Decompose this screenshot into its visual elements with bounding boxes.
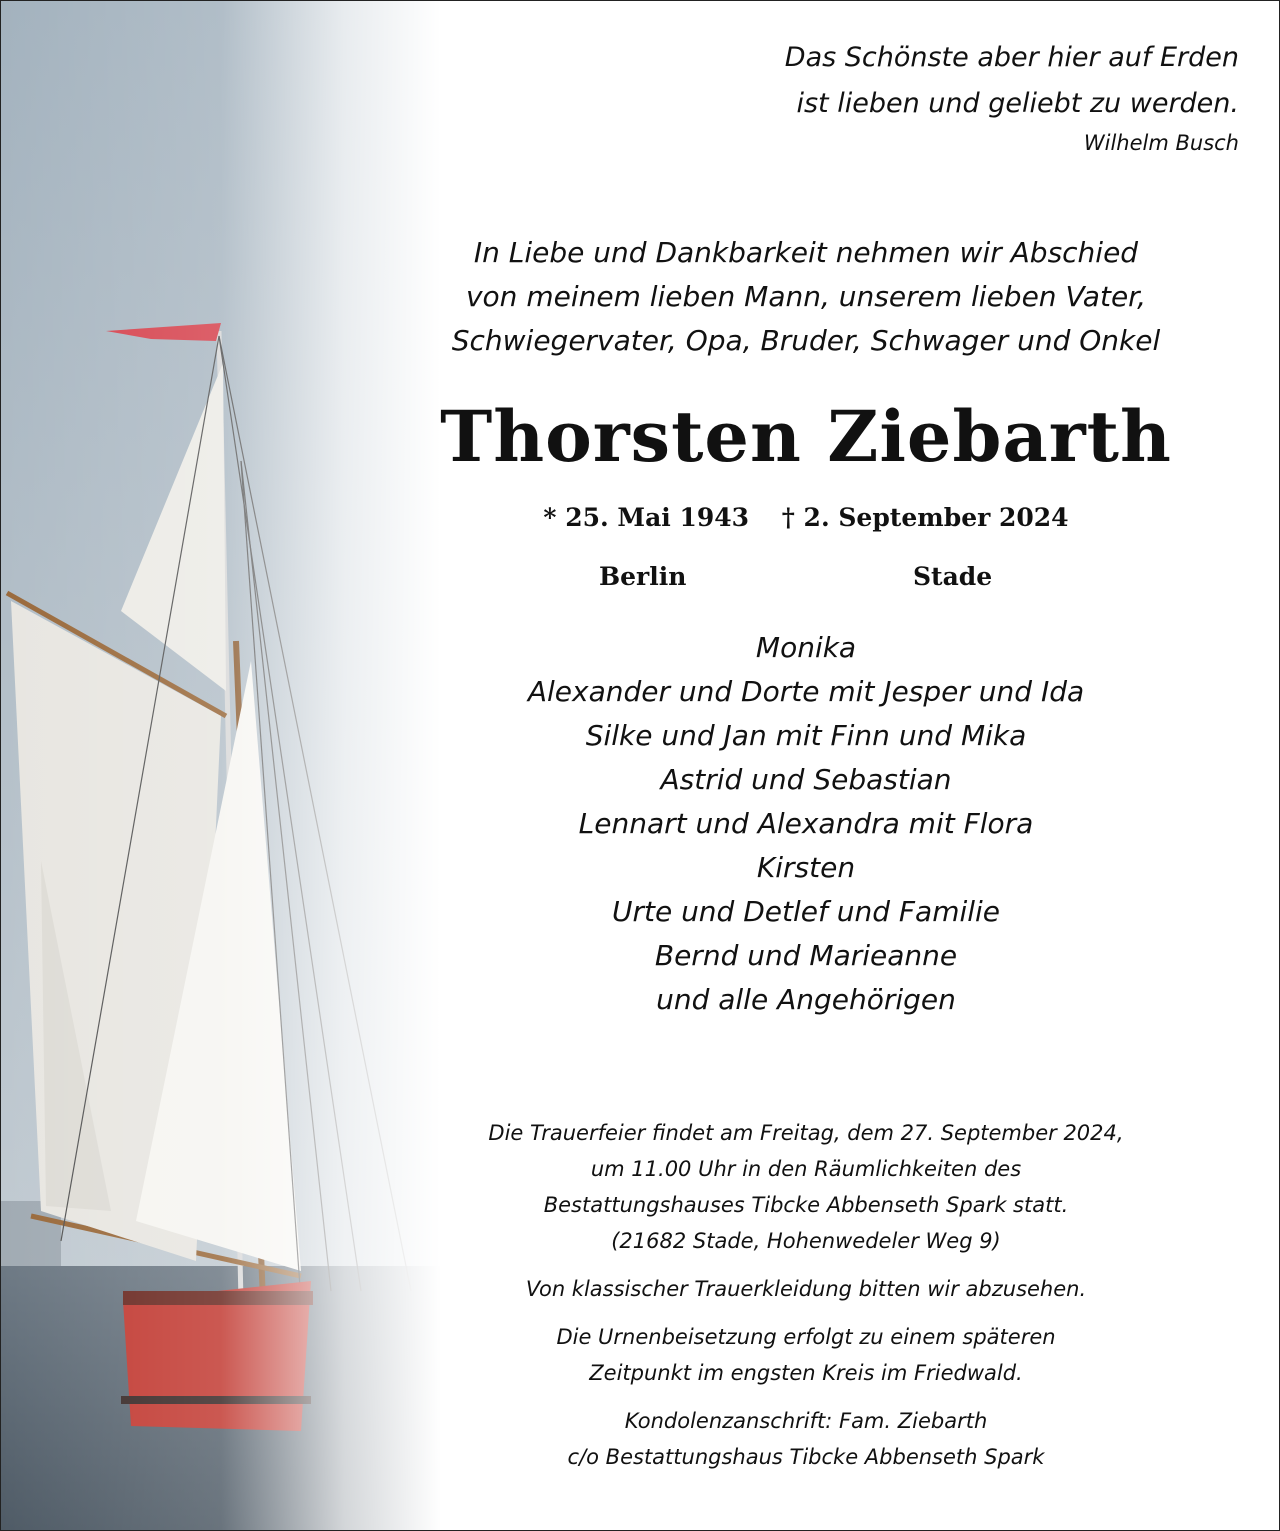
mourner-line: Lennart und Alexandra mit Flora (578, 807, 1034, 840)
burial-line: Die Urnenbeisetzung erfolgt zu einem späteren (556, 1325, 1056, 1349)
quote-line: Das Schönste aber hier auf Erden (784, 42, 1239, 73)
mourner-line: Monika (755, 631, 857, 664)
mourner-line: Astrid und Sebastian (660, 763, 952, 796)
death-place: Stade (913, 562, 993, 591)
sailing-ship-photo (1, 1, 441, 1530)
ceremony-line: um 11.00 Uhr in den Räumlichkeiten des (590, 1157, 1022, 1181)
ceremony-line: Bestattungshauses Tibcke Abbenseth Spark statt. (543, 1193, 1069, 1217)
memorial-quote (785, 35, 1239, 159)
ceremony-line: (21682 Stade, Hohenwedeler Weg 9) (611, 1229, 1001, 1253)
service-info (411, 1115, 1201, 1475)
mourner-line: Kirsten (756, 851, 856, 884)
death-date: † 2. September 2024 (781, 503, 1069, 532)
birth-place: Berlin (599, 562, 687, 591)
farewell-intro (411, 231, 1201, 363)
condolence-line: c/o Bestattungshaus Tibcke Abbenseth Spark (567, 1445, 1045, 1469)
mourner-line: Bernd und Marieanne (654, 939, 958, 972)
intro-line: In Liebe und Dankbarkeit nehmen wir Abschied (473, 236, 1139, 269)
life-dates (411, 498, 1201, 538)
intro-line: von meinem lieben Mann, unserem lieben Vater, (465, 280, 1147, 313)
quote-author: Wilhelm Busch (1083, 131, 1239, 155)
burial-line: Zeitpunkt im engsten Kreis im Friedwald. (589, 1361, 1023, 1385)
mourner-line: und alle Angehörigen (656, 983, 956, 1016)
dress-note: Von klassischer Trauerkleidung bitten wir abzusehen. (525, 1277, 1087, 1301)
deceased-name: Thorsten Ziebarth (440, 395, 1172, 478)
quote-line: ist lieben und geliebt zu werden. (796, 88, 1239, 119)
birth-date: * 25. Mai 1943 (543, 503, 750, 532)
mourner-line: Urte und Detlef und Familie (611, 895, 1001, 928)
condolence-line: Kondolenzanschrift: Fam. Ziebarth (624, 1409, 988, 1433)
mourner-line: Alexander und Dorte mit Jesper und Ida (527, 675, 1085, 708)
mourners-list (411, 626, 1201, 1022)
mourner-line: Silke und Jan mit Finn und Mika (585, 719, 1027, 752)
intro-line: Schwiegervater, Opa, Bruder, Schwager und Onkel (451, 324, 1161, 357)
ceremony-line: Die Trauerfeier findet am Freitag, dem 27. September 2024, (488, 1121, 1124, 1145)
